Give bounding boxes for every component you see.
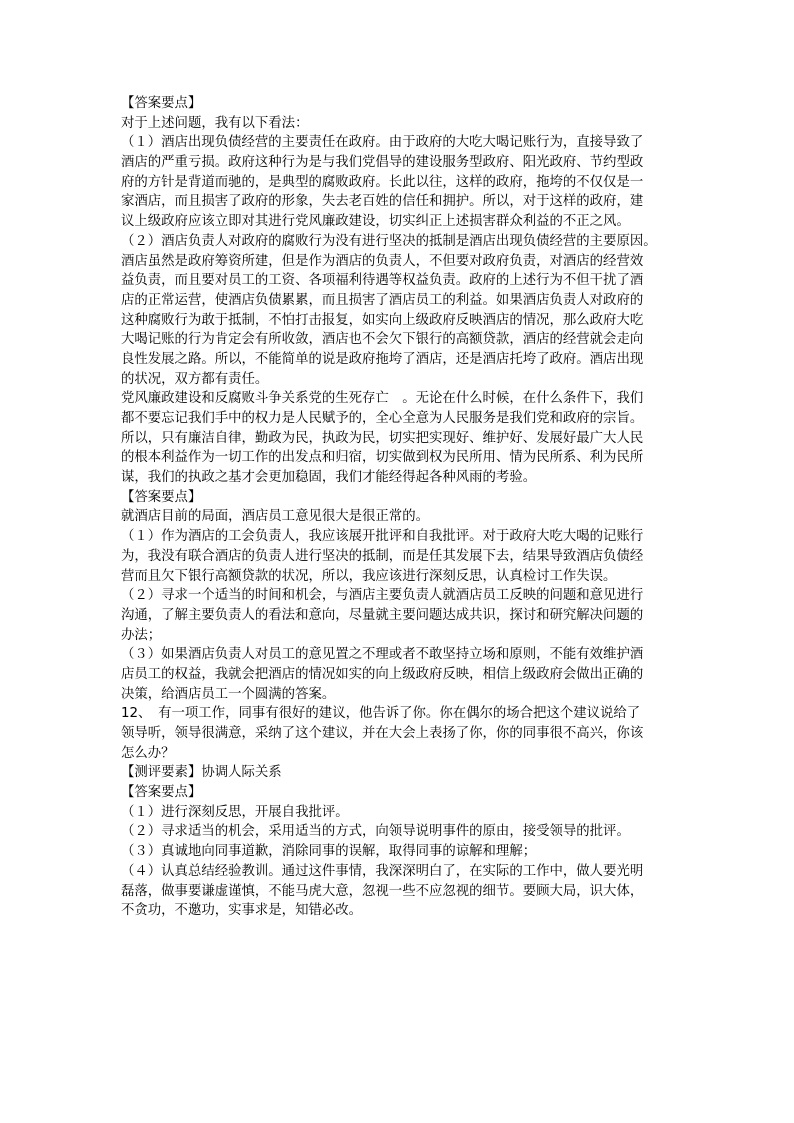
paragraph-line: 的根本利益作为一切工作的出发点和归宿，切实做到权为民所用、情为民所系、利为民所 bbox=[121, 450, 644, 466]
paragraph-line: （１）作为酒店的工会负责人，我应该展开批评和自我批评。对于政府大吃大喝的记账行 bbox=[121, 529, 644, 545]
section-heading: 【答案要点】 bbox=[121, 785, 202, 801]
paragraph-line: 决策，给酒店员工一个圆满的答案。 bbox=[121, 686, 336, 702]
paragraph-line: （４）认真总结经验教训。通过这件事情，我深深明白了，在实际的工作中，做人要光明 bbox=[121, 863, 644, 879]
paragraph-line: 办法； bbox=[121, 627, 162, 643]
question-line: 怎么办？ bbox=[121, 745, 175, 761]
paragraph-line: （１）酒店出现负债经营的主要责任在政府。由于政府的大吃大喝记账行为，直接导致了 bbox=[121, 135, 644, 151]
section-heading: 【答案要点】 bbox=[121, 96, 202, 111]
question-line: 12、 有一项工作，同事有很好的建议，他告诉了你。你在偶尔的场合把这个建议说给了 bbox=[121, 706, 641, 722]
paragraph-line: 为，我没有联合酒店的负责人进行坚决的抵制，而是任其发展下去，结果导致酒店负债经 bbox=[121, 548, 644, 564]
section-heading: 【测评要素】协调人际关系 bbox=[121, 765, 282, 781]
paragraph-line: 酒店虽然是政府筹资所建，但是作为酒店的负责人，不但要对政府负责，对酒店的经营效 bbox=[121, 253, 644, 269]
paragraph-line: （２）寻求适当的机会，采用适当的方式，向领导说明事件的原由，接受领导的批评。 bbox=[121, 824, 630, 840]
paragraph-line: （３）如果酒店负责人对员工的意见置之不理或者不敢坚持立场和原则，不能有效维护酒 bbox=[121, 647, 644, 663]
paragraph-line: 都不要忘记我们手中的权力是人民赋予的，全心全意为人民服务是我们党和政府的宗旨。 bbox=[121, 411, 644, 426]
question-line: 领导听，领导很满意，采纳了这个建议，并在大会上表扬了你，你的同事很不高兴，你该 bbox=[121, 726, 644, 741]
paragraph-line: （２）酒店负责人对政府的腐败行为没有进行坚决的抵制是酒店出现负债经营的主要原因。 bbox=[121, 233, 657, 249]
paragraph-line: 所以，只有廉洁自律，勤政为民，执政为民，切实把实现好、维护好、发展好最广大人民 bbox=[121, 430, 644, 446]
paragraph-line: 家酒店，而且损害了政府的形象，失去老百姓的信任和拥护。所以，对于这样的政府，建 bbox=[121, 194, 644, 210]
paragraph-line: 酒店的严重亏损。政府这种行为是与我们党倡导的建设服务型政府、阳光政府、节约型政 bbox=[121, 155, 644, 171]
paragraph-line: 谋，我们的执政之基才会更加稳固，我们才能经得起各种风雨的考验。 bbox=[121, 470, 537, 486]
document-body bbox=[121, 94, 673, 921]
paragraph-line: 店员工的权益，我就会把酒店的情况如实的向上级政府反映，相信上级政府会做出正确的 bbox=[121, 666, 644, 682]
paragraph-line: 不贪功，不邀功，实事求是，知错必改。 bbox=[121, 903, 363, 919]
paragraph-line: 店的正常运营，使酒店负债累累，而且损害了酒店员工的利益。如果酒店负责人对政府的 bbox=[121, 292, 644, 308]
paragraph-line: （２）寻求一个适当的时间和机会，与酒店主要负责人就酒店员工反映的问题和意见进行 bbox=[121, 588, 644, 604]
paragraph-line: 大喝记账的行为肯定会有所收敛，酒店也不会欠下银行的高额贷款，酒店的经营就会走向 bbox=[121, 332, 644, 348]
paragraph-line: 党风廉政建设和反腐败斗争关系党的生死存亡 。无论在什么时候，在什么条件下，我们 bbox=[121, 391, 644, 407]
paragraph-line: 就酒店目前的局面，酒店员工意见很大是很正常的。 bbox=[121, 509, 429, 525]
paragraph-line: 沟通，了解主要负责人的看法和意向，尽量就主要问题达成共识，探讨和研究解决问题的 bbox=[121, 607, 644, 623]
paragraph-line: 这种腐败行为敢于抵制，不怕打击报复，如实向上级政府反映酒店的情况，那么政府大吃 bbox=[121, 312, 644, 328]
paragraph-line: 益负责，而且要对员工的工资、各项福利待遇等权益负责。政府的上述行为不但干扰了酒 bbox=[121, 273, 644, 289]
paragraph-line: 对于上述问题，我有以下看法： bbox=[121, 115, 309, 131]
paragraph-line: 良性发展之路。所以，不能简单的说是政府拖垮了酒店，还是酒店托垮了政府。酒店出现 bbox=[121, 351, 644, 367]
paragraph-line: 磊落，做事要谦虚谨慎，不能马虎大意，忽视一些不应忽视的细节。要顾大局，识大体， bbox=[121, 883, 644, 899]
paragraph-line: （１）进行深刻反思，开展自我批评。 bbox=[121, 804, 349, 820]
paragraph-line: （３）真诚地向同事道歉，消除同事的误解，取得同事的谅解和理解； bbox=[121, 844, 537, 860]
paragraph-line: 议上级政府应该立即对其进行党风廉政建设，切实纠正上述损害群众利益的不正之风。 bbox=[121, 214, 630, 230]
paragraph-line: 府的方针是背道而驰的，是典型的腐败政府。长此以往，这样的政府，拖垮的不仅仅是一 bbox=[121, 174, 644, 190]
paragraph-line: 营而且欠下银行高额贷款的状况，所以，我应该进行深刻反思，认真检讨工作失误。 bbox=[121, 568, 617, 584]
paragraph-line: 的状况，双方都有责任。 bbox=[121, 371, 269, 387]
section-heading: 【答案要点】 bbox=[121, 489, 202, 505]
